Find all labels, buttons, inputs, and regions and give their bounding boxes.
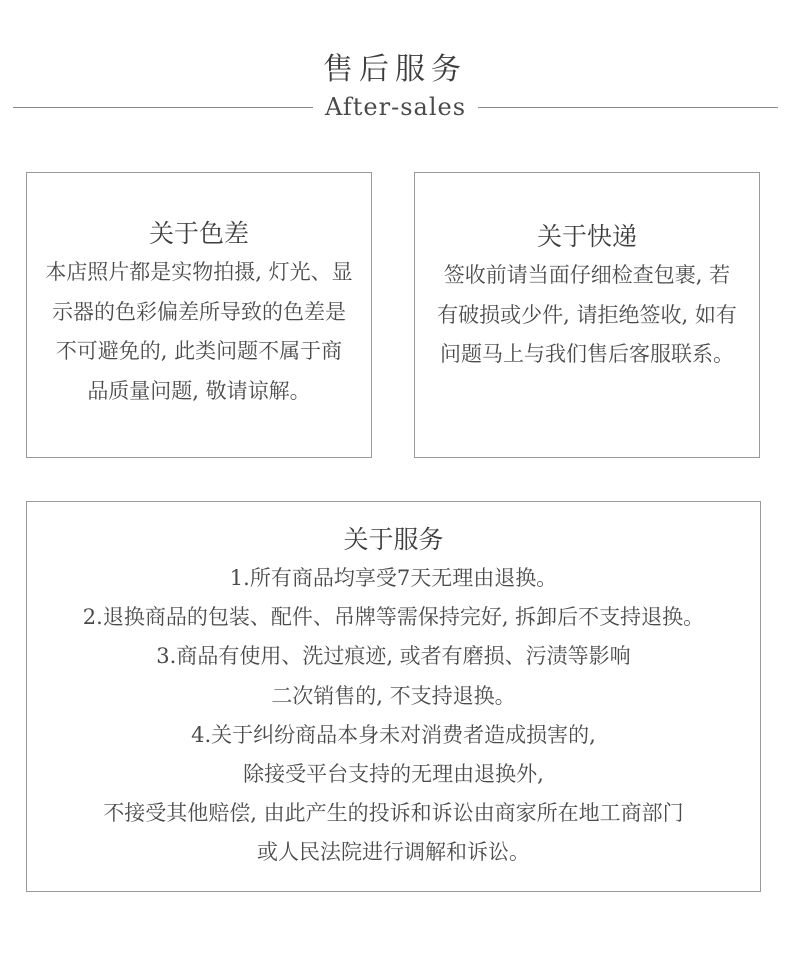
service-line: 3.商品有使用、洗过痕迹, 或者有磨损、污渍等影响 bbox=[156, 644, 631, 669]
express-line: 有破损或少件, 请拒绝签收, 如有 bbox=[437, 302, 737, 327]
color-difference-title: 关于色差 bbox=[148, 219, 249, 248]
service-line: 2.退换商品的包装、配件、吊牌等需保持完好, 拆卸后不支持退换。 bbox=[82, 605, 705, 630]
right-divider bbox=[478, 107, 778, 108]
subtitle-row bbox=[13, 92, 778, 122]
color-difference-line: 示器的色彩偏差所导致的色差是 bbox=[52, 299, 346, 324]
service-line: 4.关于纠纷商品本身未对消费者造成损害的, bbox=[191, 722, 596, 747]
service-line: 不接受其他赔偿, 由此产生的投诉和诉讼由商家所在地工商部门 bbox=[103, 801, 684, 826]
color-difference-card bbox=[26, 172, 372, 458]
express-line: 签收前请当面仔细检查包裹, 若 bbox=[443, 263, 731, 287]
express-line: 问题马上与我们售后客服联系。 bbox=[440, 342, 734, 366]
service-line: 1.所有商品均享受7天无理由退换。 bbox=[229, 566, 558, 590]
page-subtitle: After-sales bbox=[324, 93, 467, 121]
color-difference-line: 本店照片都是实物拍摄, 灯光、显 bbox=[45, 260, 353, 284]
express-title: 关于快递 bbox=[536, 222, 637, 251]
color-difference-line: 品质量问题, 敬请谅解。 bbox=[87, 378, 311, 403]
page-title: 售后服务 bbox=[323, 52, 467, 87]
color-difference-line: 不可避免的, 此类问题不属于商 bbox=[55, 339, 343, 363]
service-card bbox=[26, 501, 761, 892]
service-title: 关于服务 bbox=[343, 525, 444, 554]
left-divider bbox=[13, 107, 313, 108]
express-card bbox=[414, 172, 760, 458]
service-line: 二次销售的, 不支持退换。 bbox=[271, 683, 516, 708]
service-line: 除接受平台支持的无理由退换外, bbox=[243, 762, 544, 787]
service-line: 或人民法院进行调解和诉讼。 bbox=[257, 840, 530, 865]
